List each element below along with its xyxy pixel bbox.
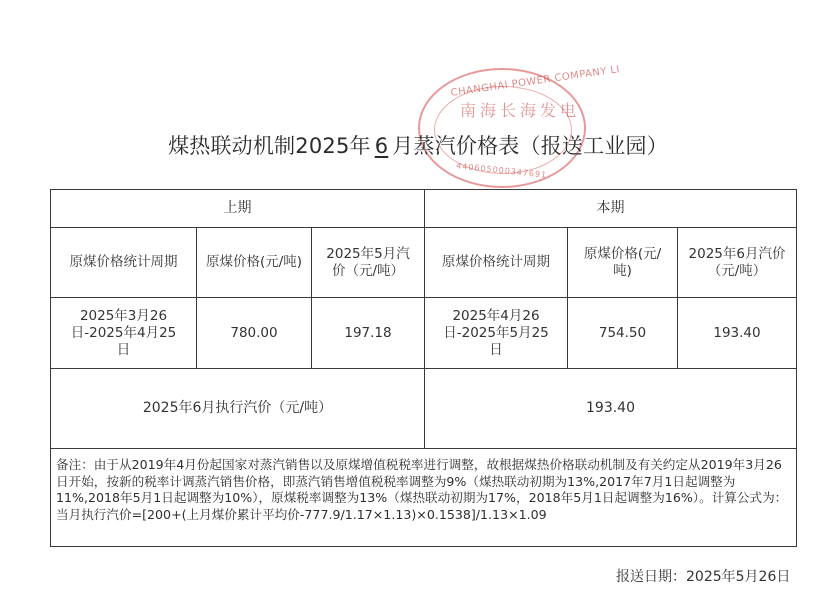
prev-header-period: 原煤价格统计周期 — [50, 227, 197, 298]
prev-coal-price: 780.00 — [196, 297, 312, 369]
execution-price-label: 2025年6月执行汽价（元/吨） — [50, 368, 425, 449]
current-period-header: 本期 — [424, 189, 797, 228]
title-suffix: 月蒸汽价格表（报送工业园） — [392, 134, 668, 158]
cur-steam-price: 193.40 — [677, 297, 797, 369]
title-month: 6 — [374, 134, 389, 158]
cur-coal-price: 754.50 — [567, 297, 678, 369]
report-date: 报送日期：2025年5月26日 — [616, 569, 791, 585]
steam-price-table — [50, 189, 797, 547]
seal-chinese-text: 南海长海发电 — [460, 101, 581, 120]
cur-header-coal-price: 原煤价格(元/吨) — [567, 227, 678, 298]
seal-code: 440605000347691 — [455, 161, 548, 180]
prev-period-range: 2025年3月26日-2025年4月25日 — [50, 297, 197, 369]
execution-price-value: 193.40 — [424, 368, 797, 449]
previous-period-header: 上期 — [50, 189, 425, 228]
prev-header-steam-price: 2025年5月汽价（元/吨） — [311, 227, 425, 298]
page-title — [0, 130, 836, 160]
prev-header-coal-price: 原煤价格(元/吨) — [196, 227, 312, 298]
cur-period-range: 2025年4月26日-2025年5月25日 — [424, 297, 568, 369]
remarks-note: 备注：由于从2019年4月份起国家对蒸汽销售以及原煤增值税税率进行调整，故根据煤热价格联动机制及有关约定从2019年3月26日开始，按新的税率计调蒸汽销售价格，即蒸汽销售增值税税率调整为9%（煤热联动初期为13%,2017年7月1日起调整为11%,2018年5月1日起调整为10%），原煤税率调整为13%（煤热联动初期为17%，2018年5月1日起调整为16%）。计算公式为：当月执行汽价=[200+(上月煤价累计平均价-777.9/1.17×1.13)×0.1538]/1.13×1.09 — [50, 448, 797, 547]
title-prefix: 煤热联动机制2025年 — [168, 134, 371, 158]
cur-header-period: 原煤价格统计周期 — [424, 227, 568, 298]
company-seal-stamp — [418, 64, 621, 188]
prev-steam-price: 197.18 — [311, 297, 425, 369]
seal-english-text: CHANGHAI POWER COMPANY LI — [450, 64, 621, 99]
cur-header-steam-price: 2025年6月汽价（元/吨） — [677, 227, 797, 298]
